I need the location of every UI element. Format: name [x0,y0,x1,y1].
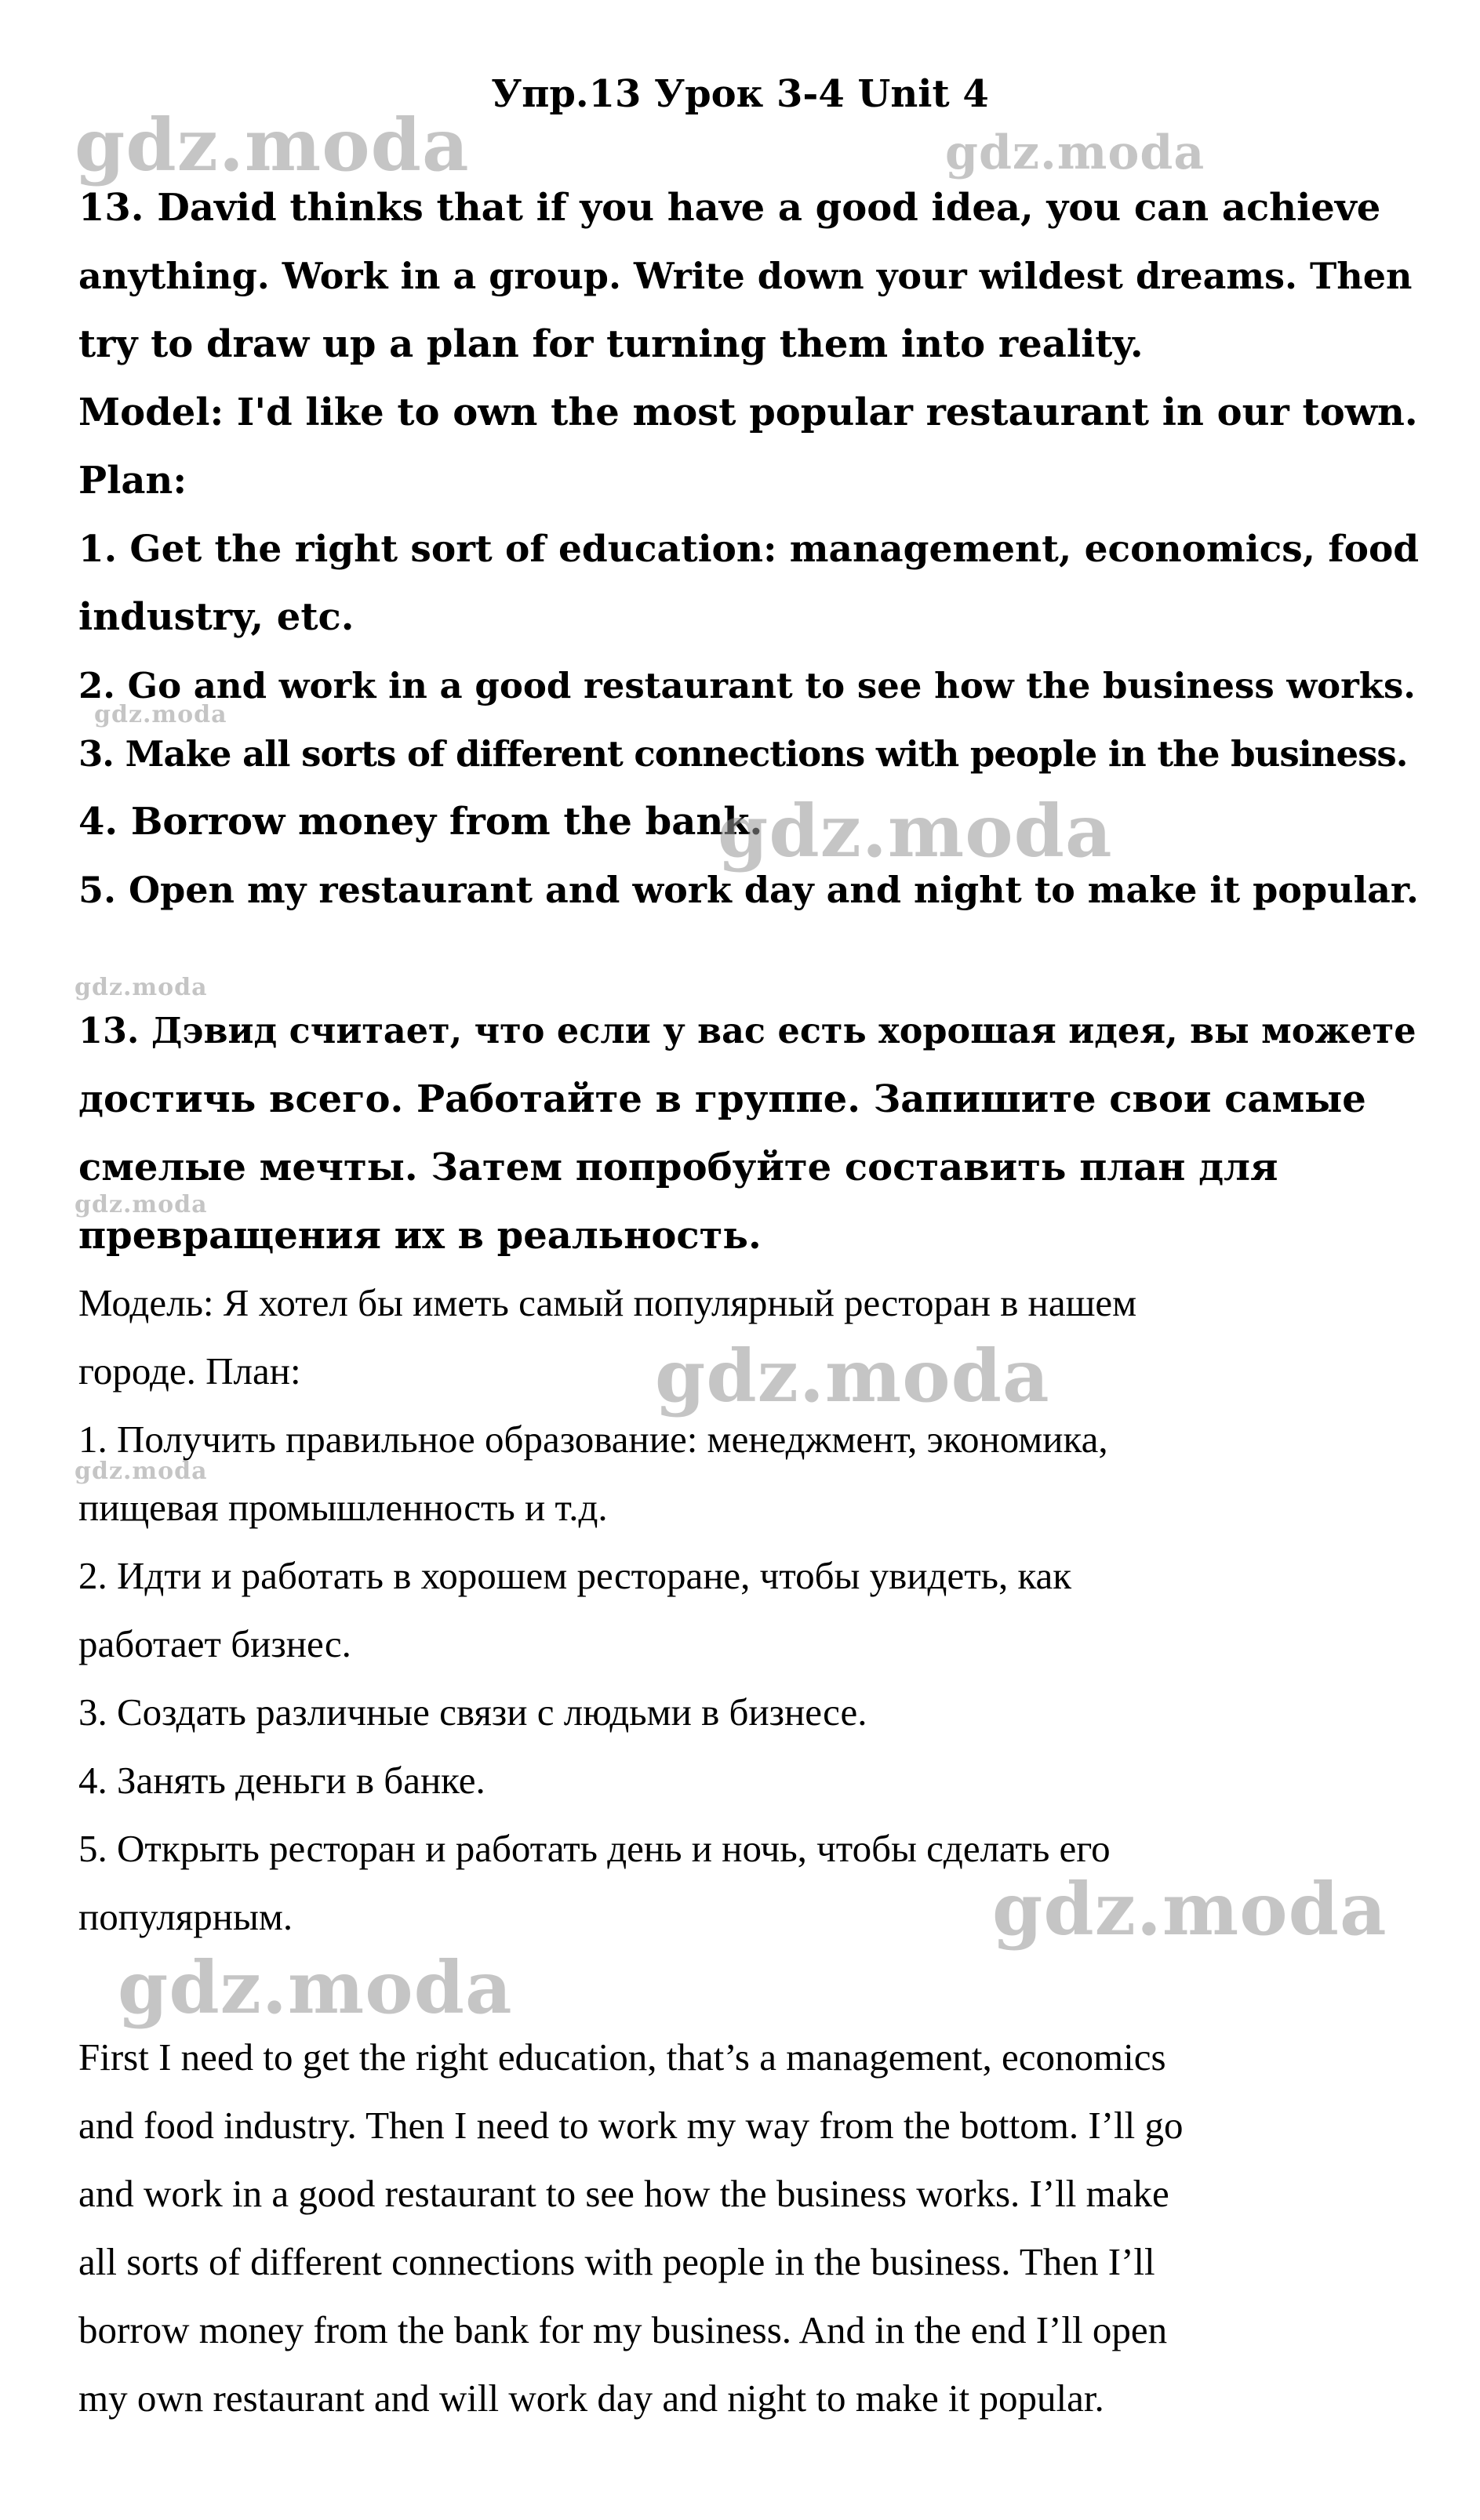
text-line: Модель: Я хотел бы иметь самый популярный ресторан в нашем [78,1281,1137,1324]
text-line: 5. Открыть ресторан и работать день и ночь, чтобы сделать его [78,1827,1111,1870]
text-line: 4. Занять деньги в банке. [78,1759,485,1802]
text-line: anything. Work in a group. Write down your wildest dreams. Then [78,255,1413,297]
watermark: gdz.moda [992,1867,1387,1952]
text-line: Plan: [78,459,187,503]
text-line: городе. План: [78,1349,301,1393]
text-line: borrow money from the bank for my business. And in the end I’ll open [78,2308,1168,2351]
russian-task [78,997,1420,1270]
text-line: try to draw up a plan for turning them into reality. [78,322,1144,366]
text-line: 1. Get the right sort of education: management, economics, food [78,528,1420,571]
text-line: 3. Создать различные связи с людьми в бизнесе. [78,1690,867,1734]
watermark: gdz.moda [118,1945,513,2030]
text-line: 1. Получить правильное образование: менеджмент, экономика, [78,1418,1108,1461]
text-line: all sorts of different connections with people in the business. Then I’ll [78,2240,1155,2283]
page-title: Упр.13 Урок 3-4 Unit 4 [491,72,989,116]
text-line: 5. Open my restaurant and work day and night to make it popular. [78,869,1419,911]
watermark: gdz.moda [75,974,208,1001]
watermark: gdz.moda [945,125,1205,180]
watermark: gdz.moda [718,789,1113,873]
text-line: my own restaurant and will work day and night to make it popular. [78,2377,1104,2420]
text-line: and work in a good restaurant to see how the business works. I’ll make [78,2172,1169,2215]
text-line: превращения их в реальность. [78,1214,762,1258]
text-line: industry, etc. [78,595,355,639]
text-line: 13. Дэвид считает, что если у вас есть хорошая идея, вы можете [78,1011,1416,1051]
english-answer [78,2023,1459,2432]
text-line: смелые мечты. Затем попробуйте составить план для [78,1146,1278,1189]
text-line: First I need to get the right education, that’s a management, economics [78,2035,1166,2079]
text-line: 4. Borrow money from the bank. [78,800,763,844]
watermark: gdz.moda [75,1458,208,1485]
text-line: популярным. [78,1895,293,1938]
text-line: 3. Make all sorts of different connections with people in the business. [78,733,1408,775]
text-line: достичь всего. Работайте в группе. Запишите свои самые [78,1077,1366,1121]
watermark: gdz.moda [94,701,227,728]
watermark: gdz.moda [75,103,470,187]
watermark: gdz.moda [75,1191,208,1218]
text-line: пищевая промышленность и т.д. [78,1486,608,1529]
text-line: работает бизнес. [78,1622,351,1665]
text-line: 13. David thinks that if you have a good idea, you can achieve [78,186,1381,230]
text-line: Model: I'd like to own the most popular restaurant in our town. [78,390,1418,434]
text-line: 2. Идти и работать в хорошем ресторане, чтобы увидеть, как [78,1554,1072,1597]
watermark: gdz.moda [655,1334,1050,1418]
text-line: and food industry. Then I need to work my way from the bottom. I’ll go [78,2104,1184,2147]
text-line: 2. Go and work in a good restaurant to see how the business works. [78,665,1416,706]
